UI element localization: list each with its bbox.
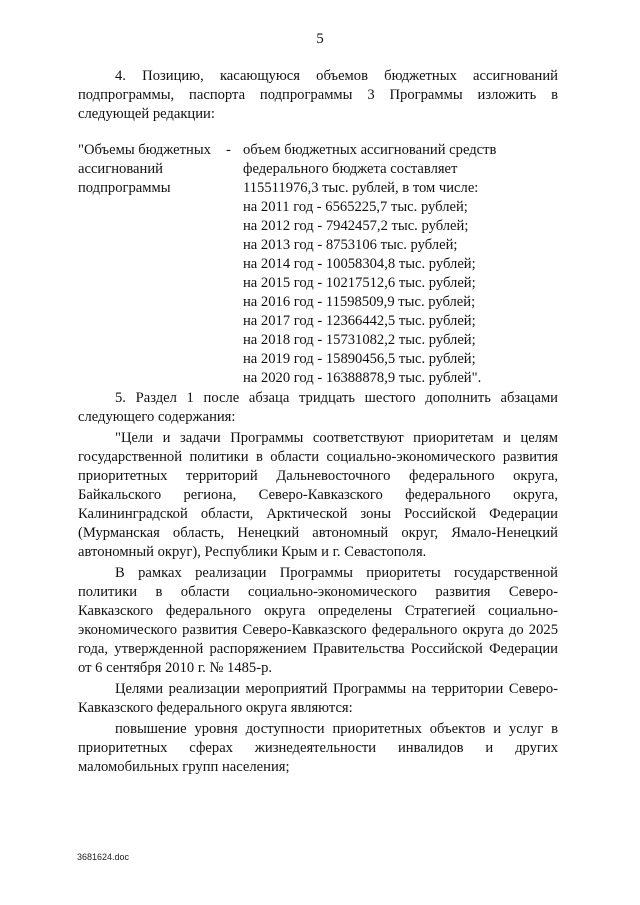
passport-year-line: на 2015 год - 10217512,6 тыс. рублей;: [243, 275, 476, 291]
document-id-footer: 3681624.doc: [77, 852, 130, 862]
passport-year-line: на 2019 год - 15890456,5 тыс. рублей;: [243, 351, 476, 367]
passport-year-line: на 2017 год - 12366442,5 тыс. рублей;: [243, 313, 476, 329]
passport-year-line: на 2018 год - 15731082,2 тыс. рублей;: [243, 332, 476, 348]
passport-row: [78, 141, 558, 386]
item-4-paragraph: 4. Позицию, касающуюся объемов бюджетных ассигнований подпрограммы, паспорта подпрограммы 3 Программы изложить в следующей редакции:: [78, 68, 558, 122]
quoted-paragraph-targets: Целями реализации мероприятий Программы на территории Северо-Кавказского федерального округа являются:: [78, 681, 558, 716]
passport-label-line: ассигнований: [78, 161, 163, 177]
item-5-paragraph: 5. Раздел 1 после абзаца тридцать шестого дополнить абзацами следующего содержания:: [78, 390, 558, 425]
passport-value-line: 115511976,3 тыс. рублей, в том числе:: [243, 180, 479, 196]
passport-value: [243, 141, 563, 388]
passport-year-line: на 2013 год - 8753106 тыс. рублей;: [243, 237, 458, 253]
passport-year-line: на 2014 год - 10058304,8 тыс. рублей;: [243, 256, 476, 272]
passport-label-line: подпрограммы: [78, 180, 171, 196]
passport-label: [78, 141, 228, 198]
passport-dash: -: [226, 142, 231, 158]
page-number: 5: [316, 31, 324, 47]
quoted-paragraph-strategy: В рамках реализации Программы приоритеты государственной политики в области социально-экономического развития Северо-Кавказского федерального округа определены Стратегией социально-экономического развития Северо-Кавказского федерального округа до 2025 года, утвержденной распоряжением Правительства Российской Федерации от 6 сентября 2010 г. № 1485-р.: [78, 565, 558, 676]
passport-value-line: объем бюджетных ассигнований средств: [243, 142, 497, 158]
passport-value-line: федерального бюджета составляет: [243, 161, 458, 177]
passport-year-line: на 2016 год - 11598509,9 тыс. рублей;: [243, 294, 476, 310]
quoted-paragraph-goals: "Цели и задачи Программы соответствуют приоритетам и целям государственной политики в области социально-экономического развития приоритетных территорий Дальневосточного федерального округа, Байкальского региона, Северо-Кавказского федерального округа, Калининградской области, Арктической зоны Российской Федерации (Мурманская область, Ненецкий автономный округ, Ямало-Ненецкий автономный округ), Республики Крым и г. Севастополя.: [78, 430, 558, 560]
passport-label-line: "Объемы бюджетных: [78, 142, 211, 158]
quoted-paragraph-accessibility: повышение уровня доступности приоритетных объектов и услуг в приоритетных сферах жизнедеятельности инвалидов и других маломобильных групп населения;: [78, 721, 558, 775]
passport-year-line: на 2012 год - 7942457,2 тыс. рублей;: [243, 218, 469, 234]
passport-year-line: на 2020 год - 16388878,9 тыс. рублей".: [243, 370, 482, 386]
passport-year-line: на 2011 год - 6565225,7 тыс. рублей;: [243, 199, 468, 215]
document-body: [78, 67, 558, 777]
